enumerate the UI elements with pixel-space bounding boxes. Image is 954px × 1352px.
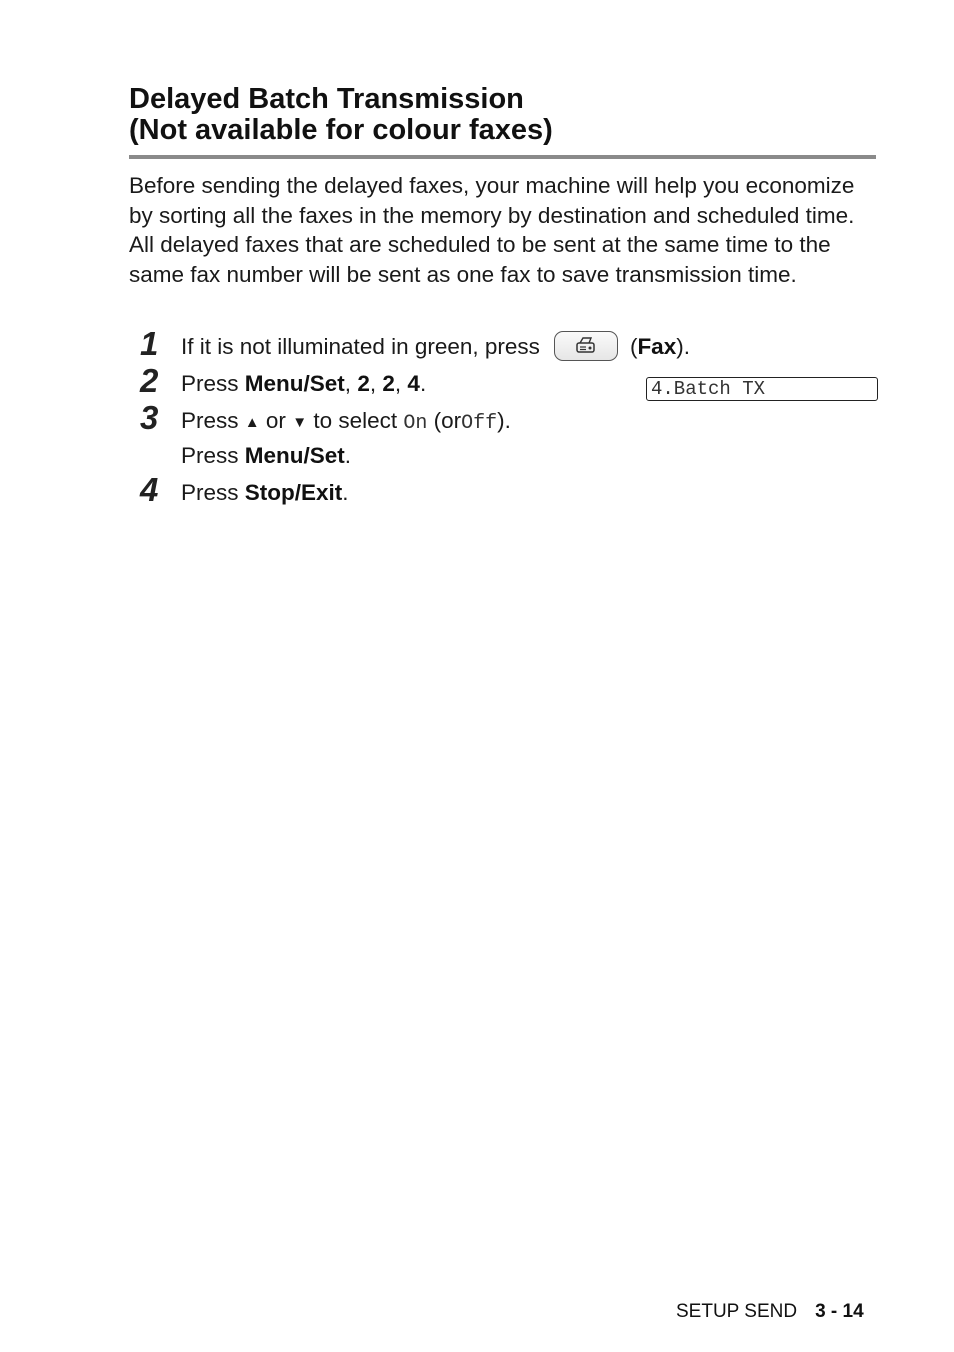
intro-paragraph: Before sending the delayed faxes, your machine will help you economize by sorting all the faxes in the memory by destination and scheduled time. All delayed faxes that are scheduled to be sent at the same time to the same fax number will be sent as one fax to save transmission time.	[129, 173, 855, 287]
to-select-text: to select	[313, 408, 398, 433]
step-2-text	[181, 370, 426, 398]
paren-open: (	[629, 334, 638, 359]
press-text: Press	[181, 371, 239, 396]
key-2-second: 2	[382, 371, 395, 396]
title-divider	[129, 155, 876, 159]
separator: ,	[369, 371, 377, 396]
period: .	[342, 480, 349, 505]
step-1-instruction: If it is not illuminated in green, press	[181, 334, 540, 359]
paren-close: ).	[676, 334, 690, 359]
stop-exit-key: Stop/Exit	[244, 480, 343, 505]
option-on: On	[403, 412, 428, 435]
up-arrow-icon: ▲	[244, 414, 260, 431]
title-line-1: Delayed Batch Transmission	[129, 83, 524, 115]
fax-icon	[574, 336, 598, 356]
option-off: Off	[461, 412, 498, 435]
close-text: ).	[497, 408, 511, 433]
or-text: or	[265, 408, 286, 433]
or-open-text: (or	[433, 408, 462, 433]
step-number-2: 2	[140, 362, 159, 399]
footer-section: SETUP SEND	[676, 1301, 798, 1322]
menu-set-key: Menu/Set	[244, 443, 345, 468]
separator: ,	[344, 371, 352, 396]
step-1-text	[181, 333, 690, 363]
press-text: Press	[181, 408, 239, 433]
step-number-4: 4	[140, 471, 159, 508]
page-footer	[676, 1300, 876, 1324]
period: .	[419, 371, 427, 396]
lcd-display: 4.Batch TX	[646, 377, 878, 401]
fax-key-label: Fax	[637, 334, 677, 359]
page-title	[129, 84, 876, 146]
fax-button-image	[554, 331, 618, 361]
down-arrow-icon: ▼	[292, 414, 308, 431]
press-text: Press	[181, 480, 239, 505]
period: .	[344, 443, 352, 468]
title-line-2: (Not available for colour faxes)	[129, 114, 553, 146]
menu-set-key: Menu/Set	[244, 371, 345, 396]
step-3-text	[181, 407, 511, 438]
step-number-3: 3	[140, 399, 159, 436]
step-number-1: 1	[140, 325, 159, 362]
key-4: 4	[407, 371, 420, 396]
separator: ,	[394, 371, 402, 396]
press-text: Press	[181, 443, 239, 468]
step-3-text-line-2	[181, 442, 351, 470]
page-number: 3 - 14	[815, 1301, 864, 1322]
key-2: 2	[357, 371, 370, 396]
step-4-text	[181, 479, 349, 507]
